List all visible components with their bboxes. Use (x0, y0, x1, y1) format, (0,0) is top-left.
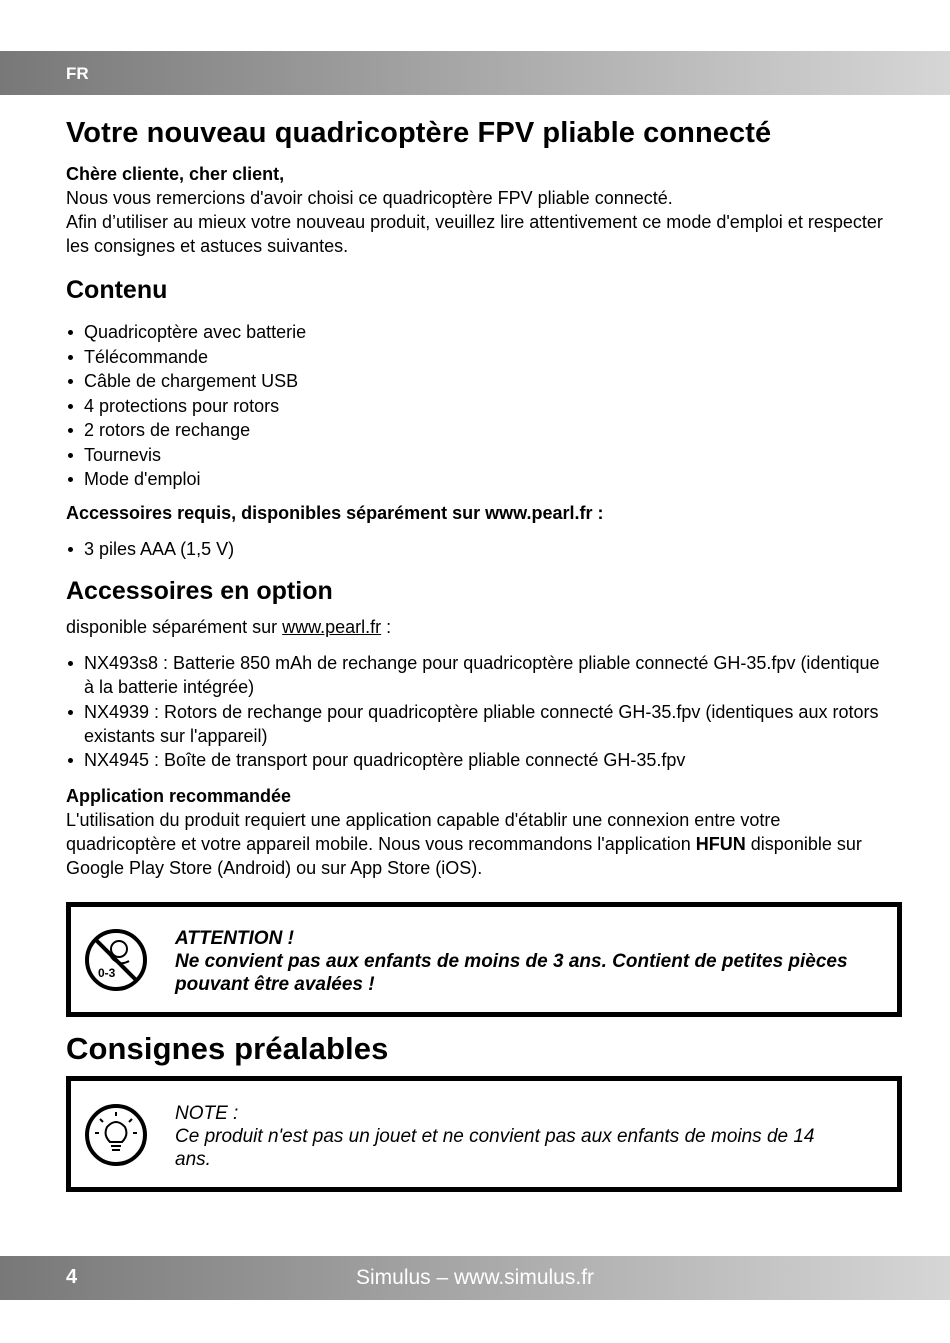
options-heading: Accessoires en option (66, 577, 333, 605)
list-item: 2 rotors de rechange (66, 418, 886, 442)
language-label: FR (66, 64, 89, 83)
no-children-0-3-icon (83, 927, 149, 993)
warning-box (66, 902, 902, 1017)
intro-line-2: Afin d’utiliser au mieux votre nouveau produit, veuillez lire attentivement ce mode d'emploi et respecter les consignes et astuces suivantes. (66, 212, 883, 256)
options-intro (66, 615, 886, 639)
app-text-part-1: L'utilisation du produit requiert une application capable d'établir une connexion entre votre quadricoptère et votre appareil mobile. Nous vous recommandons l'application (66, 810, 781, 854)
list-item: Quadricoptère avec batterie (66, 320, 886, 344)
list-item: NX493s8 : Batterie 850 mAh de rechange pour quadricoptère pliable connecté GH-35.fpv (identique à la batterie intégrée) (66, 651, 886, 699)
required-accessories-list (66, 537, 886, 561)
pearl-link[interactable]: www.pearl.fr (282, 617, 382, 637)
options-list (66, 651, 886, 772)
app-name: HFUN (695, 834, 746, 854)
app-text-part-2: disponible sur Google Play Store (Android) ou sur App Store (iOS). (66, 834, 862, 878)
options-intro-text: disponible séparément sur (66, 617, 283, 637)
list-item: Câble de chargement USB (66, 369, 886, 393)
required-accessories-heading: Accessoires requis, disponibles séparément sur www.pearl.fr : (66, 503, 604, 523)
options-intro-suffix: : (381, 617, 392, 637)
consignes-heading: Consignes préalables (66, 1031, 389, 1066)
app-text (66, 808, 886, 880)
header-bar (0, 51, 950, 95)
warning-icon-age: 0-3 (98, 966, 116, 980)
note-box (66, 1076, 902, 1192)
footer-bar (0, 1256, 950, 1300)
contenu-list (66, 320, 886, 491)
footer-brand: Simulus – www.simulus.fr (355, 1266, 595, 1289)
warning-title: ATTENTION ! (175, 928, 294, 949)
list-item: 3 piles AAA (1,5 V) (66, 537, 886, 561)
list-item: Tournevis (66, 443, 886, 467)
contenu-heading: Contenu (66, 276, 168, 304)
note-text: Ce produit n'est pas un jouet et ne convient pas aux enfants de moins de 14 ans. (175, 1126, 815, 1170)
greeting: Chère cliente, cher client, (66, 164, 285, 184)
list-item: NX4939 : Rotors de rechange pour quadricoptère pliable connecté GH-35.fpv (identiques aux rotors existants sur l'appareil) (66, 700, 886, 748)
intro-line-1: Nous vous remercions d'avoir choisi ce quadricoptère FPV pliable connecté. (66, 188, 673, 208)
page-title: Votre nouveau quadricoptère FPV pliable connecté (66, 117, 772, 149)
list-item: 4 protections pour rotors (66, 394, 886, 418)
note-title: NOTE : (175, 1103, 239, 1124)
intro-section (66, 162, 886, 258)
list-item: NX4945 : Boîte de transport pour quadricoptère pliable connecté GH-35.fpv (66, 748, 886, 772)
list-item: Mode d'emploi (66, 467, 886, 491)
page-number: 4 (66, 1266, 78, 1288)
lightbulb-icon (83, 1102, 149, 1168)
list-item: Télécommande (66, 345, 886, 369)
app-heading: Application recommandée (66, 786, 292, 806)
warning-text: Ne convient pas aux enfants de moins de 3 ans. Contient de petites pièces pouvant être avalées ! (175, 951, 848, 995)
main-content (66, 112, 886, 880)
